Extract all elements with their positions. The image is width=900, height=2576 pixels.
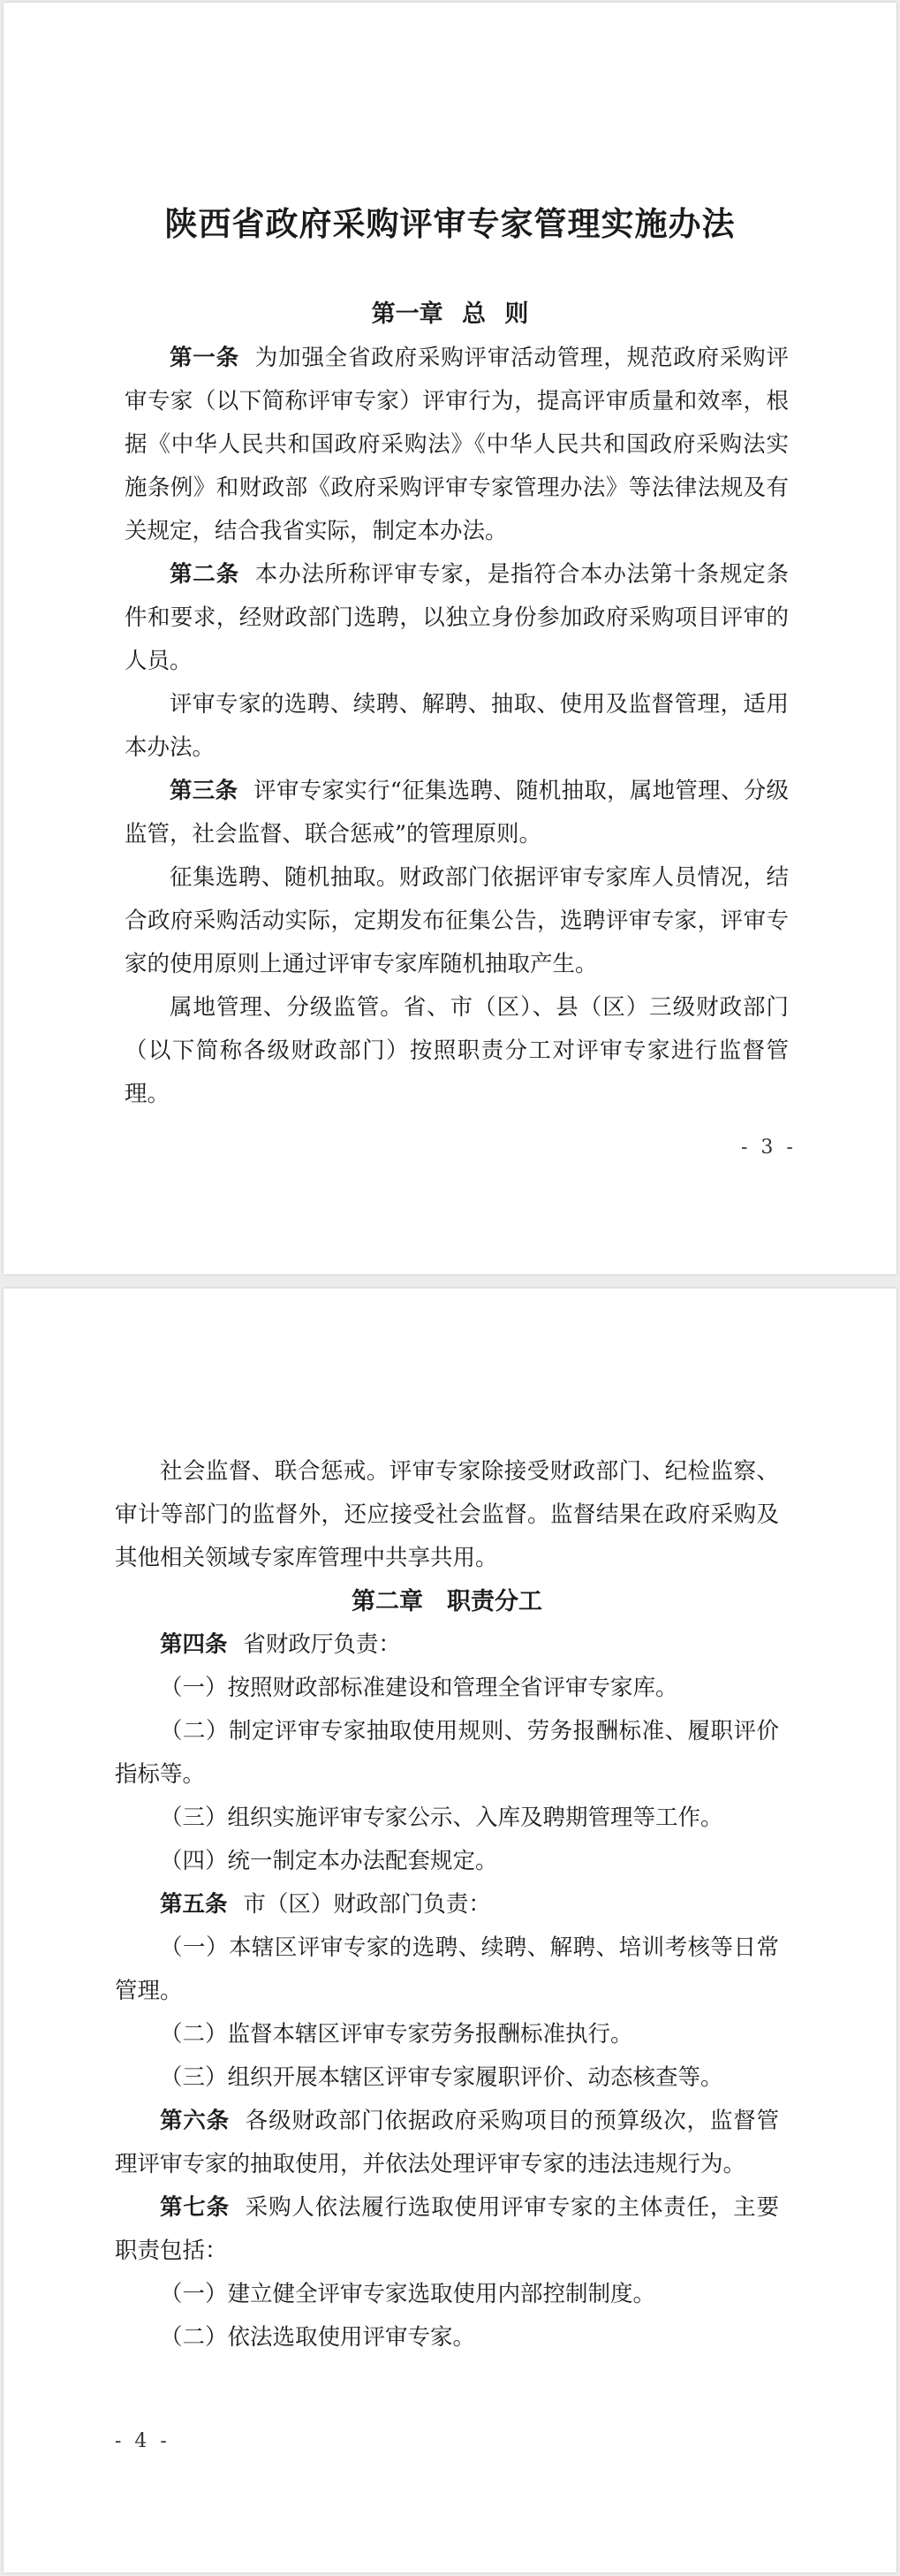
article-7: [115, 2186, 779, 2273]
article-6-heading: 第六条: [160, 2108, 230, 2134]
page-1-body: [125, 337, 789, 1116]
article-2-heading: 第二条: [170, 561, 239, 588]
article-2-text: 本办法所称评审专家，是指符合本办法第十条规定条件和要求，经财政部门选聘，以独立身份参加政府采购项目评审的人员。: [125, 561, 789, 674]
article-7-heading: 第七条: [160, 2194, 230, 2221]
list-item: （四）统一制定本办法配套规定。: [160, 1848, 498, 1874]
article-3-paragraph-4: 社会监督、联合惩戒。评审专家除接受财政部门、纪检监察、审计等部门的监督外，还应接受社会监督。监督结果在政府采购及其他相关领域专家库管理中共享共用。: [115, 1458, 779, 1571]
list-item: （一）建立健全评审专家选取使用内部控制制度。: [160, 2281, 656, 2307]
page-number: - 3 -: [741, 1136, 797, 1159]
document-page-1: [4, 3, 896, 1274]
article-3-text: 评审专家实行“征集选聘、随机抽取，属地管理、分级监管，社会监督、联合惩戒”的管理原则。: [125, 778, 789, 847]
article-2: [125, 553, 789, 683]
chapter-2-heading: 第二章 职责分工: [352, 1588, 542, 1615]
list-item: （三）组织实施评审专家公示、入库及聘期管理等工作。: [160, 1805, 723, 1831]
article-3-paragraph-3: 属地管理、分级监管。省、市（区）、县（区）三级财政部门（以下简称各级财政部门）按照职责分工对评审专家进行监督管理。: [125, 994, 789, 1107]
article-1: [125, 337, 789, 553]
article-3: [125, 770, 789, 856]
article-6: [115, 2100, 779, 2186]
list-item: （二）监督本辖区评审专家劳务报酬标准执行。: [160, 2021, 633, 2048]
article-3-heading: 第三条: [170, 778, 238, 804]
list-item: （二）制定评审专家抽取使用规则、劳务报酬标准、履职评价指标等。: [115, 1718, 779, 1788]
article-4-heading: 第四条: [160, 1631, 228, 1658]
list-item: （二）依法选取使用评审专家。: [160, 2324, 476, 2351]
article-6-text: 各级财政部门依据政府采购项目的预算级次，监督管理评审专家的抽取使用，并依法处理评审专家的违法违规行为。: [115, 2108, 779, 2177]
list-item: （三）组织开展本辖区评审专家履职评价、动态核查等。: [160, 2064, 723, 2091]
article-4: [115, 1623, 779, 1667]
article-5: [115, 1883, 779, 1926]
article-3-paragraph-2: 征集选聘、随机抽取。财政部门依据评审专家库人员情况，结合政府采购活动实际，定期发布征集公告，选聘评审专家，评审专家的使用原则上通过评审专家库随机抽取产生。: [125, 864, 789, 977]
page-2-body: [115, 1450, 779, 2359]
article-5-heading: 第五条: [160, 1891, 228, 1918]
list-item: （一）按照财政部标准建设和管理全省评审专家库。: [160, 1675, 678, 1701]
document-page-2: [4, 1288, 896, 2572]
article-1-text: 为加强全省政府采购评审活动管理，规范政府采购评审专家（以下简称评审专家）评审行为，提高评审质量和效率，根据《中华人民共和国政府采购法》《中华人民共和国政府采购法实施条例》和财政部《政府采购评审专家管理办法》等法律法规及有关规定，结合我省实际，制定本办法。: [125, 345, 789, 544]
article-4-text: 省财政厅负责：: [243, 1631, 401, 1658]
article-5-text: 市（区）财政部门负责：: [243, 1891, 491, 1918]
article-1-heading: 第一条: [170, 345, 239, 371]
article-2-paragraph-2: 评审专家的选聘、续聘、解聘、抽取、使用及监督管理，适用本办法。: [125, 691, 789, 761]
chapter-1-heading: 第一章 总 则: [371, 300, 529, 328]
page-number: - 4 -: [115, 2430, 170, 2452]
article-7-text: 采购人依法履行选取使用评审专家的主体责任，主要职责包括：: [115, 2194, 779, 2264]
list-item: （一）本辖区评审专家的选聘、续聘、解聘、培训考核等日常管理。: [115, 1934, 779, 2004]
document-title: 陕西省政府采购评审专家管理实施办法: [164, 204, 736, 243]
